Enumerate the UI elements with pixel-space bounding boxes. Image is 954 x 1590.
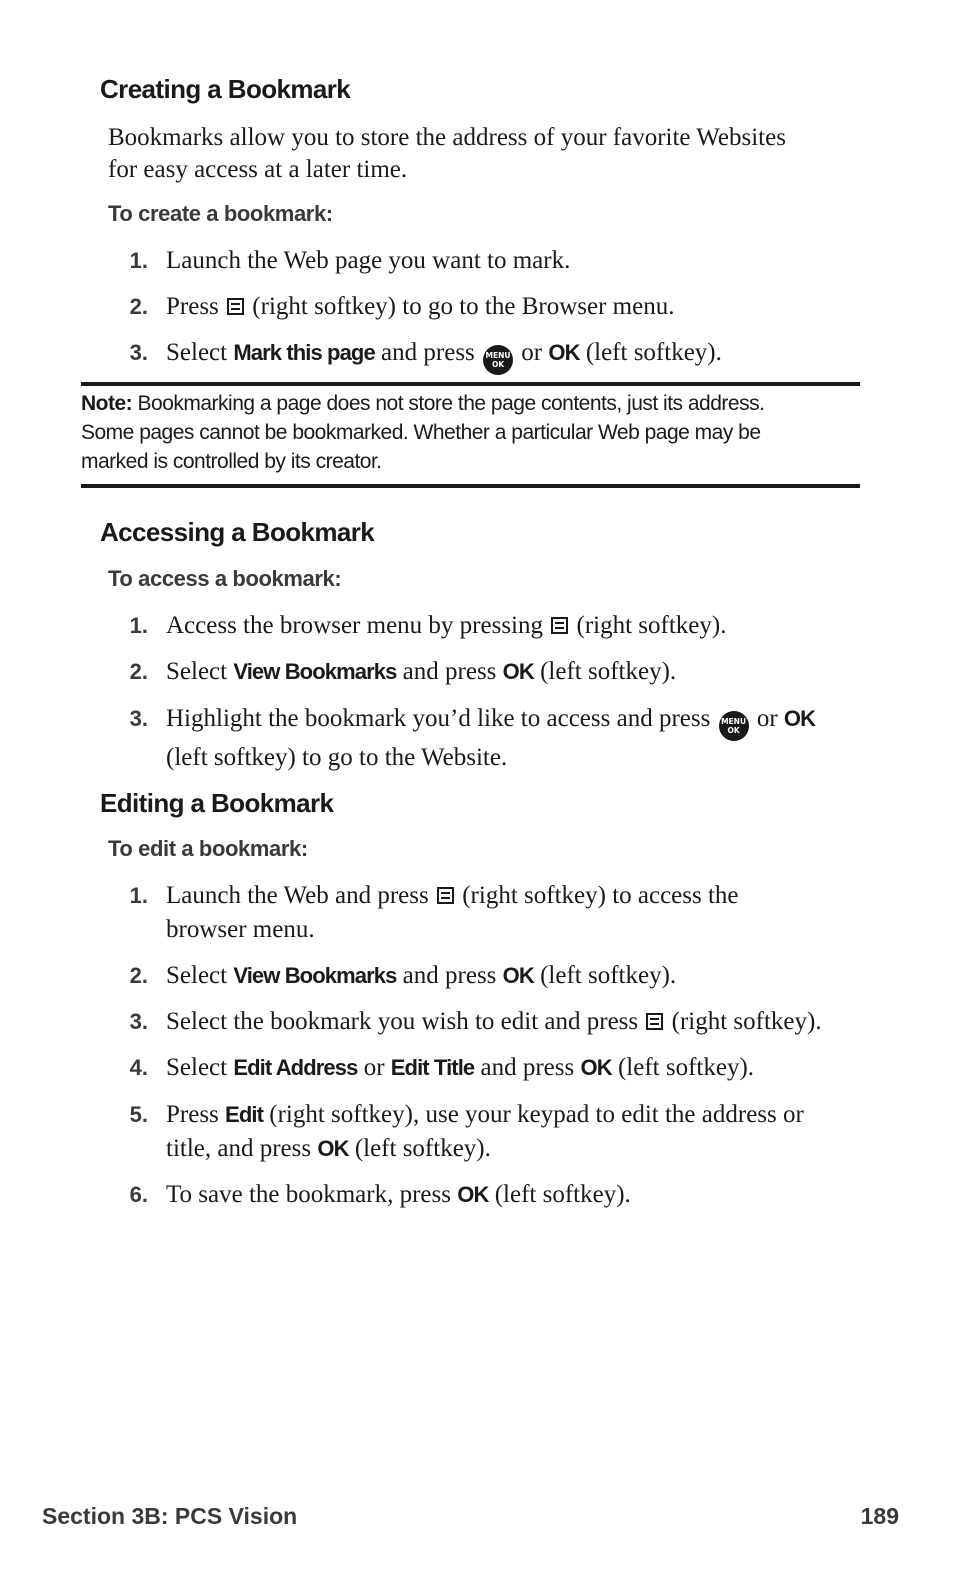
note-bottom-rule [81,484,860,488]
section-title-editing: Editing a Bookmark [100,788,334,818]
note-text: Bookmarking a page does not store the page contents, just its address. [137,392,765,415]
step-text: Highlight the bookmark you’d like to access and press MENU OK or OK (left softkey) to go to the Website. [166,705,816,771]
page-number: 189 [860,1503,899,1529]
step-number: 2. [129,963,148,988]
step-text: Select Edit Address or Edit Title and press OK (left softkey). [166,1054,755,1081]
creating-intro-line: Bookmarks allow you to store the address of your favorite Websites [108,124,786,151]
step-text: To save the bookmark, press OK (left softkey). [166,1181,631,1208]
step-number: 2. [129,294,148,319]
menu-ok-key-icon: MENU OK [483,345,513,375]
editing-subtitle: To edit a bookmark: [108,836,308,861]
step-text: Press Edit (right softkey), use your keypad to edit the address or title, and press OK (left softkey). [166,1101,804,1162]
creating-subtitle: To create a bookmark: [108,201,333,226]
key-label: View Bookmarks [233,659,397,684]
accessing-subtitle: To access a bookmark: [108,566,342,591]
key-label: OK [502,659,534,684]
key-label: OK [548,340,580,365]
step-text: Press (right softkey) to go to the Browser menu. [166,293,675,320]
step-number: 3. [129,340,148,365]
key-label: OK [580,1055,612,1080]
step-number: 3. [129,1009,148,1034]
right-softkey-icon [437,887,454,904]
step-number: 3. [129,706,148,731]
creating-intro [108,122,868,186]
step-number: 1. [129,883,148,908]
note-box [81,389,861,476]
section-title-creating: Creating a Bookmark [100,74,351,104]
key-label: Edit Title [390,1055,475,1080]
step-number: 1. [129,613,148,638]
step-number: 6. [129,1182,148,1207]
key-label: Edit Address [233,1055,358,1080]
step-number: 4. [129,1055,148,1080]
note-label: Note: [81,392,133,415]
step-text: Launch the Web page you want to mark. [166,247,571,274]
key-label: OK [783,706,816,731]
step-text: Launch the Web and press (right softkey) to access the browser menu. [166,882,739,943]
step-text: Select the bookmark you wish to edit and press (right softkey). [166,1008,822,1035]
step-text: Select View Bookmarks and press OK (left softkey). [166,658,677,685]
key-label: View Bookmarks [233,963,397,988]
key-label: OK [317,1136,349,1161]
step-number: 5. [129,1102,148,1127]
note-text: marked is controlled by its creator. [81,450,382,473]
step-text: Access the browser menu by pressing (right softkey). [166,612,727,639]
right-softkey-icon [551,617,568,634]
step-text: Select Mark this page and press MENU OK or OK (left softkey). [166,336,866,375]
section-title-accessing: Accessing a Bookmark [100,517,375,547]
menu-ok-key-icon: MENU OK [719,711,749,741]
footer-section-label: Section 3B: PCS Vision [42,1503,298,1529]
note-top-rule [81,382,860,386]
key-label: OK [502,963,534,988]
step-text: Select View Bookmarks and press OK (left softkey). [166,962,677,989]
key-label: OK [457,1182,489,1207]
note-text: Some pages cannot be bookmarked. Whether a particular Web page may be [81,421,761,444]
right-softkey-icon [227,298,244,315]
creating-intro-line: for easy access at a later time. [108,156,408,183]
step-number: 1. [129,248,148,273]
right-softkey-icon [646,1013,663,1030]
key-label: Mark this page [233,340,375,365]
step-number: 2. [129,659,148,684]
key-label: Edit [225,1102,263,1127]
